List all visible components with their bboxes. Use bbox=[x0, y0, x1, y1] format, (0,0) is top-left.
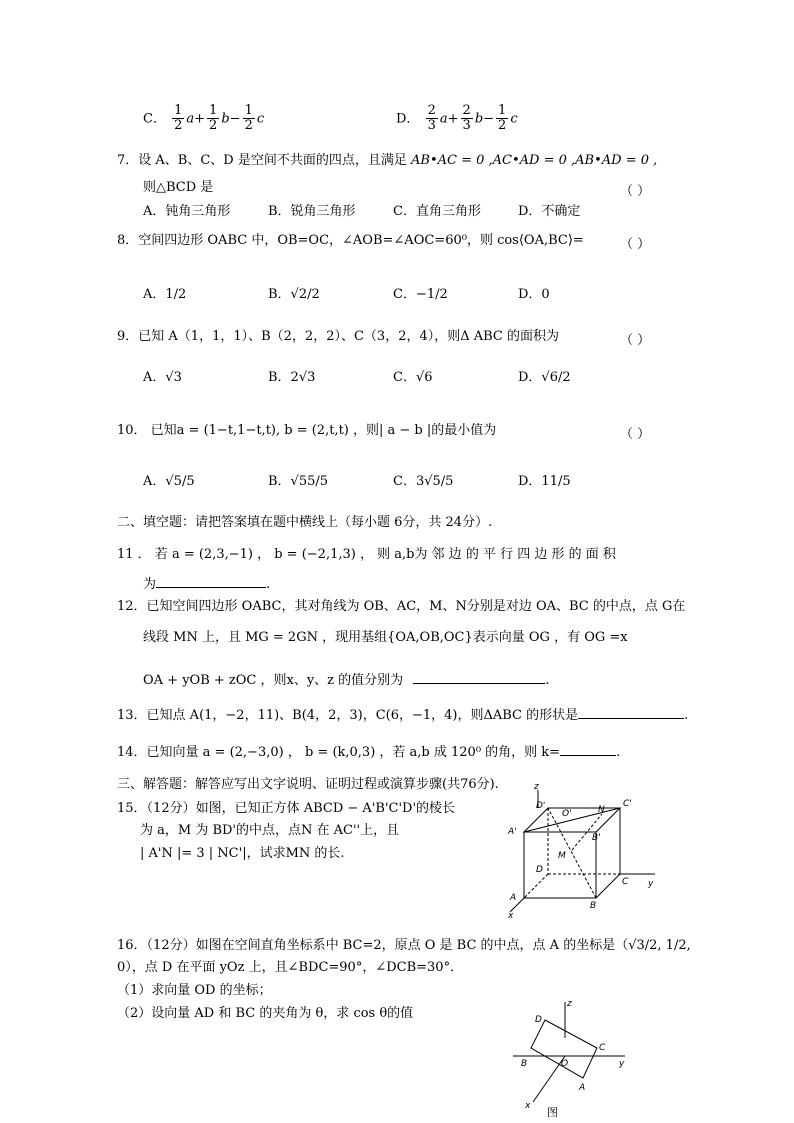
q10-option-d: D．11/5 bbox=[518, 474, 571, 489]
q16-line4: （2）设向量 AD 和 BC 的夹角为 θ，求 cos θ的值 bbox=[117, 1006, 414, 1021]
section2-title: 二、填空题：请把答案填在题中横线上（每小题 6分，共 24分）. bbox=[117, 515, 493, 530]
option-label: C． bbox=[143, 111, 166, 127]
q13-stem: 13．已知点 A(1，−2，11)、B(4，2，3)，C(6，−1，4)，则ΔABC 的形状是 . bbox=[117, 708, 689, 723]
option-label: D． bbox=[396, 111, 420, 127]
q9-option-a: A．√3 bbox=[143, 370, 182, 385]
q9-stem: 9．已知 A（1，1，1）、B（2，2，2）、C（3，2，4），则Δ ABC 的面积为 bbox=[117, 329, 560, 344]
q7-stem: 7．设 A、B、C、D 是空间不共面的四点，且满足 AB•AC = 0 ,AC•AD = 0 ,AB•AD = 0 , bbox=[117, 153, 658, 168]
q10-stem: 10． 已知a = (1−t,1−t,t), b = (2,t,t) ，则| a − b |的最小值为 bbox=[117, 423, 497, 438]
cube-label: A' bbox=[508, 827, 517, 837]
coord-label: A bbox=[579, 1083, 586, 1093]
q16-line3: （1）求向量 OD 的坐标； bbox=[117, 983, 272, 998]
cube-label: x bbox=[508, 911, 514, 920]
q16-line2: 0），点 D 在平面 yOz 上，且∠BDC=90°，∠DCB=30°． bbox=[117, 960, 464, 975]
q8-option-d: D．0 bbox=[518, 287, 550, 302]
cube-label: D bbox=[536, 865, 543, 875]
coord-label: x bbox=[525, 1101, 531, 1111]
coord-label: y bbox=[619, 1059, 625, 1069]
q8-option-b: B．√2/2 bbox=[268, 287, 320, 302]
section3-title: 三、解答题：解答应写出文字说明、证明过程或演算步骤(共76分). bbox=[117, 777, 499, 792]
q6-option-d: D． $\frac{2}{3}$ a+ $\frac{2}{3}$ b− $\frac{1}{2}$ c bbox=[396, 103, 518, 134]
q7-option-b: B．锐角三角形 bbox=[268, 204, 356, 219]
cube-label: N bbox=[598, 805, 605, 815]
q8-stem: 8．空间四边形 OABC 中，OB=OC，∠AOB=∠AOC=60⁰，则 cos⟨OA,BC⟩= bbox=[117, 233, 584, 248]
q12-line1: 12．已知空间四边形 OABC，其对角线为 OB、AC，M、N分别是对边 OA、BC 的中点，点 G在 bbox=[117, 599, 686, 614]
answer-blank[interactable] bbox=[560, 755, 616, 756]
q10-option-a: A．√5/5 bbox=[143, 474, 195, 489]
q7-condition: AB•AC = 0 ,AC•AD = 0 ,AB•AD = 0 , bbox=[411, 153, 658, 168]
q16-line1: 16．（12分）如图在空间直角坐标系中 BC=2，原点 O 是 BC 的中点，点 A 的坐标是（√3/2, 1/2, bbox=[117, 938, 691, 953]
coord-label: O bbox=[561, 1059, 569, 1069]
q11-line2: 为 . bbox=[143, 577, 271, 592]
cube-label: M bbox=[558, 851, 566, 861]
q7-option-c: C．直角三角形 bbox=[393, 204, 481, 219]
answer-blank[interactable] bbox=[578, 718, 684, 719]
q8-option-c: C．−1/2 bbox=[393, 287, 448, 302]
answer-blank[interactable] bbox=[156, 587, 266, 588]
cube-label: A bbox=[510, 893, 517, 903]
q10-option-c: C．3√5/5 bbox=[393, 474, 454, 489]
q9-option-d: D．√6/2 bbox=[518, 370, 571, 385]
q15-line3: | A'N |= 3 | NC'|，试求MN 的长. bbox=[140, 846, 345, 861]
q9-answer-paren: （ ） bbox=[620, 333, 651, 348]
coordinate-figure bbox=[505, 998, 635, 1120]
q7-option-d: D．不确定 bbox=[518, 204, 581, 219]
coord-label: z bbox=[567, 999, 572, 1009]
q10-answer-paren: （ ） bbox=[620, 427, 651, 442]
figure-caption: 图 bbox=[547, 1106, 558, 1119]
cube-label: C bbox=[622, 877, 629, 887]
coord-label: D bbox=[535, 1015, 542, 1025]
cube-label: D' bbox=[536, 801, 546, 811]
coord-label: C bbox=[599, 1043, 606, 1053]
cube-label: O' bbox=[562, 809, 572, 819]
q10-option-b: B．√55/5 bbox=[268, 474, 329, 489]
cube-label: B' bbox=[592, 833, 601, 843]
cube-figure bbox=[500, 780, 665, 920]
q7-answer-paren: （ ） bbox=[620, 184, 651, 199]
cube-label: y bbox=[648, 879, 654, 889]
q8-answer-paren: （ ） bbox=[620, 237, 651, 252]
q12-line3: OA + yOB + zOC ，则x、y、z 的值分别为 . bbox=[143, 673, 550, 688]
q14-stem: 14．已知向量 a = (2,−3,0) ， b = (k,0,3) ，若 a,b 成 120⁰ 的角，则 k= . bbox=[117, 745, 621, 760]
q11-line1: 11 ． 若 a = (2,3,−1) ， b = (−2,1,3) ， 则 a,b为 邻 边 的 平 行 四 边 形 的 面 积 bbox=[117, 547, 616, 562]
q8-option-a: A．1/2 bbox=[143, 287, 187, 302]
cube-label: B bbox=[590, 901, 597, 911]
q7-line2: 则△BCD 是 bbox=[143, 180, 214, 195]
q15-line1: 15．（12分）如图，已知正方体 ABCD − A'B'C'D'的棱长 bbox=[117, 801, 456, 816]
q12-line2: 线段 MN 上，且 MG = 2GN ，现用基组{OA,OB,OC}表示向量 OG ，有 OG =x bbox=[143, 630, 628, 645]
q9-option-c: C．√6 bbox=[393, 370, 433, 385]
q9-option-b: B．2√3 bbox=[268, 370, 316, 385]
q7-option-a: A．钝角三角形 bbox=[143, 204, 231, 219]
answer-blank[interactable] bbox=[413, 683, 545, 684]
q15-line2: 为 a，M 为 BD'的中点，点N 在 AC''上，且 bbox=[140, 823, 400, 838]
cube-label: C' bbox=[623, 799, 632, 809]
cube-label: z bbox=[534, 782, 539, 792]
coord-label: B bbox=[521, 1059, 528, 1069]
q6-option-c: C． $\frac{1}{2}$ a+ $\frac{1}{2}$ b− $\frac{1}{2}$ c bbox=[143, 103, 265, 134]
